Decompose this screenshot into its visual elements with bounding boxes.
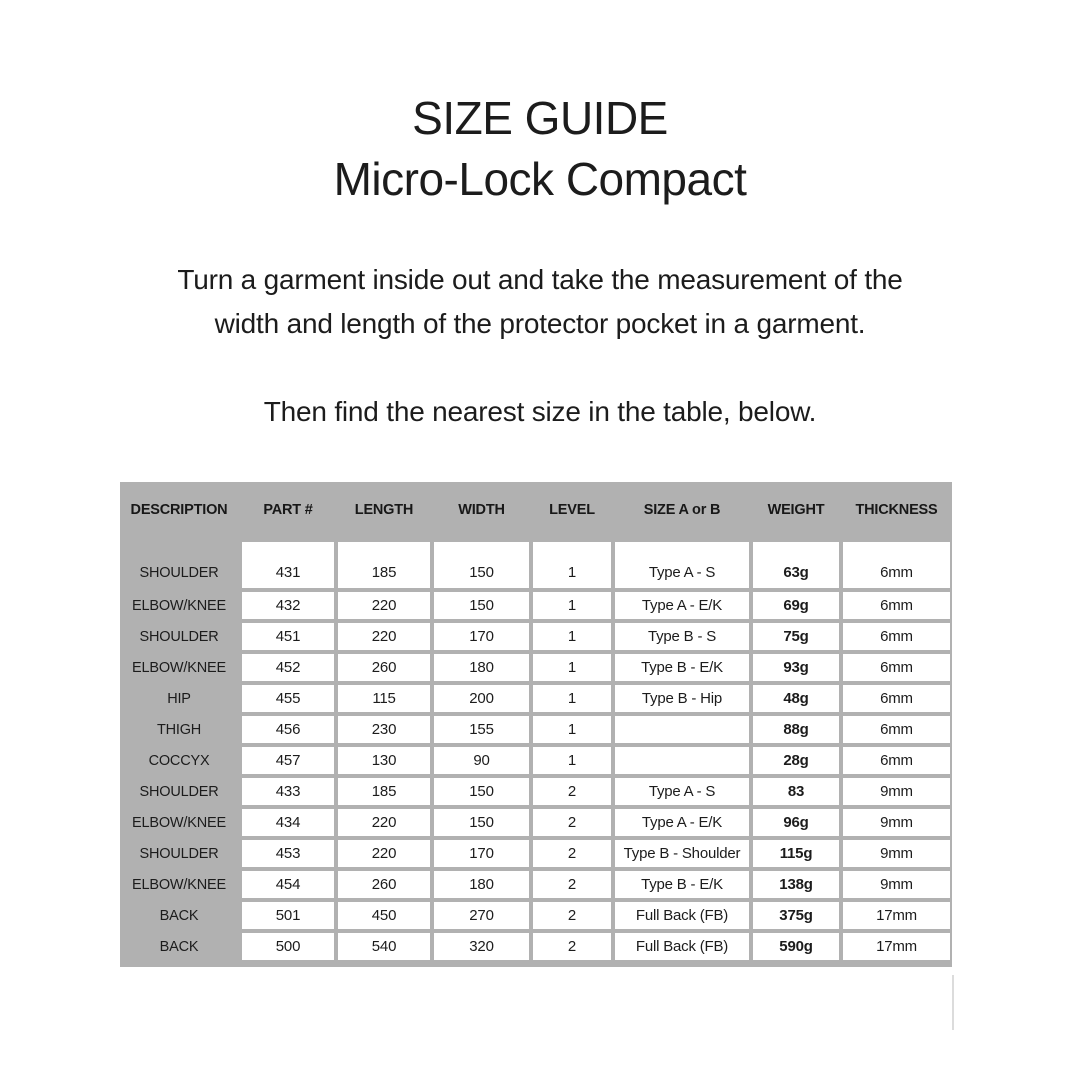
- table-cell: 1: [533, 542, 611, 588]
- table-cell: Type B - Hip: [615, 685, 749, 712]
- table-cell: 115g: [753, 840, 839, 867]
- table-cell: 185: [338, 778, 430, 805]
- table-cell: Type B - E/K: [615, 871, 749, 898]
- table-cell: 185: [338, 542, 430, 588]
- row-label-shoulder: SHOULDER: [139, 628, 219, 645]
- table-cell: 453: [242, 840, 334, 867]
- table-cell: 48g: [753, 685, 839, 712]
- table-cell: 6mm: [843, 654, 950, 681]
- column-header-description: DESCRIPTION: [130, 502, 228, 518]
- table-cell: 6mm: [843, 685, 950, 712]
- table-cell: 63g: [753, 542, 839, 588]
- page-title: [0, 88, 1080, 210]
- table-cell: 6mm: [843, 592, 950, 619]
- column-header-width: WIDTH: [458, 502, 505, 518]
- table-cell: 150: [434, 592, 529, 619]
- table-cell: 17mm: [843, 933, 950, 960]
- table-cell: 434: [242, 809, 334, 836]
- table-cell: 6mm: [843, 542, 950, 588]
- table-cell: 220: [338, 623, 430, 650]
- table-cell: 433: [242, 778, 334, 805]
- table-cell: 150: [434, 778, 529, 805]
- table-cell: 28g: [753, 747, 839, 774]
- table-cell: 90: [434, 747, 529, 774]
- table-cell: 83: [753, 778, 839, 805]
- table-cell: 115: [338, 685, 430, 712]
- table-cell: Type B - S: [615, 623, 749, 650]
- table-cell: 130: [338, 747, 430, 774]
- table-cell: 200: [434, 685, 529, 712]
- table-cell: 431: [242, 542, 334, 588]
- instructions-find-size: [0, 390, 1080, 434]
- row-label-elbow-knee: ELBOW/KNEE: [132, 597, 226, 614]
- table-cell: Full Back (FB): [615, 933, 749, 960]
- table-cell: 1: [533, 654, 611, 681]
- table-cell: 455: [242, 685, 334, 712]
- table-cell: 1: [533, 592, 611, 619]
- table-cell: 2: [533, 809, 611, 836]
- table-cell: 540: [338, 933, 430, 960]
- table-cell: 69g: [753, 592, 839, 619]
- table-cell: Type B - E/K: [615, 654, 749, 681]
- table-cell: 138g: [753, 871, 839, 898]
- row-label-coccyx: COCCYX: [148, 752, 210, 769]
- table-cell: 9mm: [843, 840, 950, 867]
- table-cell: 1: [533, 685, 611, 712]
- table-cell: 270: [434, 902, 529, 929]
- row-label-back: BACK: [159, 907, 199, 924]
- table-cell: 220: [338, 809, 430, 836]
- table-cell: 2: [533, 778, 611, 805]
- column-header-weight: WEIGHT: [767, 502, 825, 518]
- table-cell: 170: [434, 840, 529, 867]
- table-cell: 75g: [753, 623, 839, 650]
- table-cell: 155: [434, 716, 529, 743]
- row-label-hip: HIP: [167, 690, 191, 707]
- table-cell: 260: [338, 654, 430, 681]
- table-cell: 320: [434, 933, 529, 960]
- column-header-part: PART #: [263, 502, 313, 518]
- size-table-grid: [120, 482, 952, 960]
- row-label-shoulder: SHOULDER: [139, 565, 219, 581]
- row-label-shoulder: SHOULDER: [139, 845, 219, 862]
- table-cell: 180: [434, 654, 529, 681]
- table-cell: [615, 716, 749, 743]
- table-cell: 2: [533, 871, 611, 898]
- row-label-thigh: THIGH: [156, 721, 202, 738]
- table-cell: 93g: [753, 654, 839, 681]
- column-header-length: LENGTH: [354, 502, 414, 518]
- table-cell: 2: [533, 902, 611, 929]
- table-cell: 457: [242, 747, 334, 774]
- table-cell: 88g: [753, 716, 839, 743]
- instructions-line1: Turn a garment inside out and take the measurement of the: [177, 264, 903, 295]
- table-cell: 9mm: [843, 871, 950, 898]
- table-cell: 220: [338, 592, 430, 619]
- table-cell: 150: [434, 809, 529, 836]
- table-cell: 451: [242, 623, 334, 650]
- table-cell: 1: [533, 716, 611, 743]
- table-cell: Type A - S: [615, 542, 749, 588]
- table-cell: 501: [242, 902, 334, 929]
- table-cell: 9mm: [843, 809, 950, 836]
- table-cell: 432: [242, 592, 334, 619]
- table-cell: [615, 747, 749, 774]
- instructions-line2: width and length of the protector pocket in a garment.: [214, 308, 866, 339]
- table-cell: 500: [242, 933, 334, 960]
- instructions-line3: Then find the nearest size in the table, below.: [263, 396, 817, 427]
- row-label-shoulder: SHOULDER: [139, 783, 219, 800]
- page-title-line1: SIZE GUIDE: [412, 92, 668, 144]
- table-cell: 2: [533, 933, 611, 960]
- table-cell: 2: [533, 840, 611, 867]
- column-header-thickness: THICKNESS: [855, 502, 938, 518]
- table-cell: Type A - S: [615, 778, 749, 805]
- table-cell: 260: [338, 871, 430, 898]
- page-edge-artifact-line: [952, 975, 954, 1030]
- row-label-elbow-knee: ELBOW/KNEE: [132, 876, 226, 893]
- table-cell: 150: [434, 542, 529, 588]
- table-cell: Type B - Shoulder: [615, 840, 749, 867]
- table-cell: 220: [338, 840, 430, 867]
- table-cell: 452: [242, 654, 334, 681]
- table-cell: 454: [242, 871, 334, 898]
- table-cell: 1: [533, 747, 611, 774]
- table-cell: 17mm: [843, 902, 950, 929]
- table-cell: 456: [242, 716, 334, 743]
- table-cell: 170: [434, 623, 529, 650]
- page-title-line2: Micro-Lock Compact: [333, 153, 747, 205]
- table-cell: 6mm: [843, 747, 950, 774]
- table-cell: 230: [338, 716, 430, 743]
- table-cell: Type A - E/K: [615, 809, 749, 836]
- table-cell: 9mm: [843, 778, 950, 805]
- row-label-back: BACK: [159, 938, 199, 955]
- table-cell: 1: [533, 623, 611, 650]
- instructions-paragraph: [0, 258, 1080, 346]
- table-cell: 6mm: [843, 716, 950, 743]
- table-cell: Full Back (FB): [615, 902, 749, 929]
- size-guide-table: [120, 482, 952, 967]
- column-header-level: LEVEL: [549, 502, 595, 518]
- row-label-elbow-knee: ELBOW/KNEE: [132, 659, 226, 676]
- table-cell: 375g: [753, 902, 839, 929]
- table-cell: 450: [338, 902, 430, 929]
- row-label-elbow-knee: ELBOW/KNEE: [132, 814, 226, 831]
- table-cell: Type A - E/K: [615, 592, 749, 619]
- table-cell: 96g: [753, 809, 839, 836]
- table-cell: 590g: [753, 933, 839, 960]
- column-header-size-a-or-b: SIZE A or B: [643, 502, 721, 518]
- table-cell: 6mm: [843, 623, 950, 650]
- table-cell: 180: [434, 871, 529, 898]
